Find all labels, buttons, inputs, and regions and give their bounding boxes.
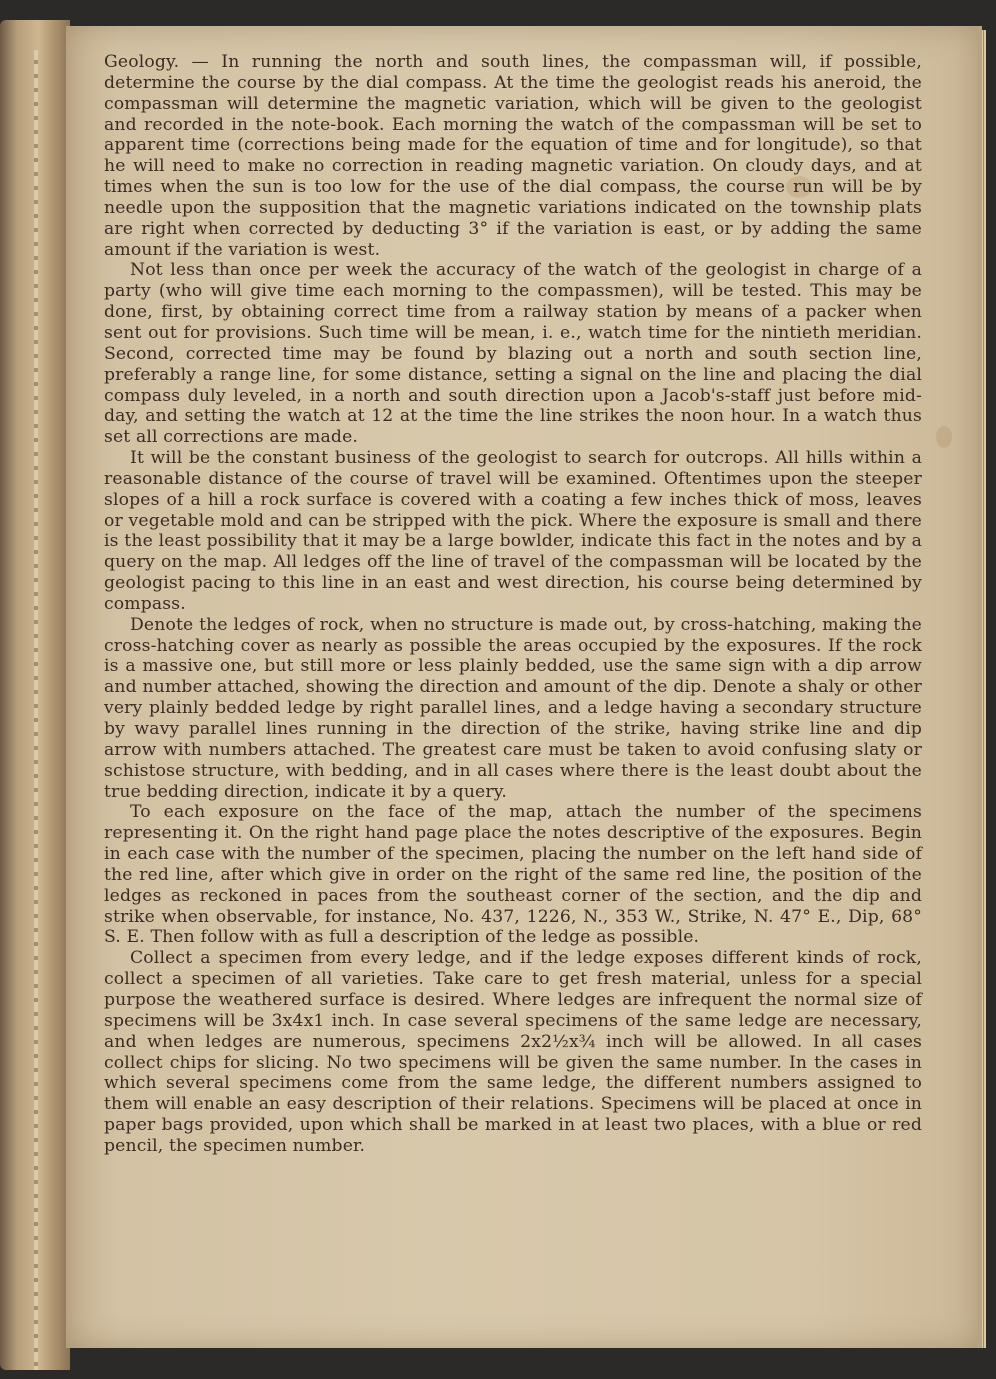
book-spine bbox=[0, 20, 70, 1370]
page-text bbox=[104, 52, 922, 1157]
paragraph-5: To each exposure on the face of the map, attach the number of the specimens representing it. On the right hand page place the notes descriptive of the exposures. Begin in each case with the number of the specimen, placing the number on the left hand side of the red line, after which give in order on the right of the same red line, the position of the ledges as reckoned in paces from the southeast corner of the section, and the dip and strike when observable, for instance, No. 437, 1226, N., 353 W., Strike, N. 47° E., Dip, 68° S. E. Then follow with as full a description of the ledge as possible. bbox=[104, 802, 922, 948]
spine-stitching bbox=[34, 50, 38, 1370]
paragraph-4: Denote the ledges of rock, when no structure is made out, by cross-hatching, making the cross-hatching cover as nearly as possible the areas occupied by the exposures. If the rock is a massive one, but still more or less plainly bedded, use the same sign with a dip arrow and number attached, showing the direction and amount of the dip. Denote a shaly or other very plainly bedded ledge by right parallel lines, and a ledge having a secondary structure by wavy parallel lines running in the direction of the strike, having strike line and dip arrow with numbers attached. The greatest care must be taken to avoid confusing slaty or schistose structure, with bedding, and in all cases where there is the least doubt about the true bedding direction, indicate it by a query. bbox=[104, 614, 922, 802]
paragraph-2: Not less than once per week the accuracy of the watch of the geologist in charge of a party (who will give time each morning to the compassmen), will be tested. This may be done, first, by obtaining correct time from a railway station by means of a packer when sent out for provisions. Such time will be mean, i. e., watch time for the nintieth meridian. Second, corrected time may be found by blazing out a north and south section line, preferably a range line, for some distance, setting a signal on the line and placing the dial compass duly leveled, in a north and south direction upon a Jacob's-staff just before mid-day, and setting the watch at 12 at the time the line strikes the noon hour. In a watch thus set all corrections are made. bbox=[104, 260, 922, 448]
paragraph-1: Geology. — In running the north and south lines, the compassman will, if possible, determine the course by the dial compass. At the time the geologist reads his aneroid, the compassman will determine the magnetic variation, which will be given to the geologist and recorded in the note-book. Each morning the watch of the compassman will be set to apparent time (corrections being made for the equation of time and for longitude), so that he will need to make no correction in reading magnetic variation. On cloudy days, and at times when the sun is too low for the use of the dial compass, the course run will be by needle upon the supposition that the magnetic variations indicated on the township plats are right when corrected by deducting 3° if the variation is east, or by adding the same amount if the variation is west. bbox=[104, 52, 922, 260]
stain-mark bbox=[936, 426, 952, 448]
paragraph-3: It will be the constant business of the geologist to search for outcrops. All hills within a reasonable distance of the course of travel will be examined. Oftentimes upon the steeper slopes of a hill a rock surface is covered with a coating a few inches thick of moss, leaves or vegetable mold and can be stripped with the pick. Where the exposure is small and there is the least possibility that it may be a large bowlder, indicate this fact in the notes and by a query on the map. All ledges off the line of travel of the compassman will be located by the geologist pacing to this line in an east and west direction, his course being determined by compass. bbox=[104, 448, 922, 614]
paragraph-6: Collect a specimen from every ledge, and if the ledge exposes different kinds of rock, collect a specimen of all varieties. Take care to get fresh material, unless for a special purpose the weathered surface is desired. Where ledges are infrequent the normal size of specimens will be 3x4x1 inch. In case several specimens of the same ledge are necessary, and when ledges are numerous, specimens 2x2½x¾ inch will be allowed. In all cases collect chips for slicing. No two specimens will be given the same number. In the cases in which several specimens come from the same ledge, the different numbers assigned to them will enable an easy description of their relations. Specimens will be placed at once in paper bags provided, upon which shall be marked in at least two places, with a blue or red pencil, the specimen number. bbox=[104, 948, 922, 1156]
book-page bbox=[66, 26, 982, 1348]
